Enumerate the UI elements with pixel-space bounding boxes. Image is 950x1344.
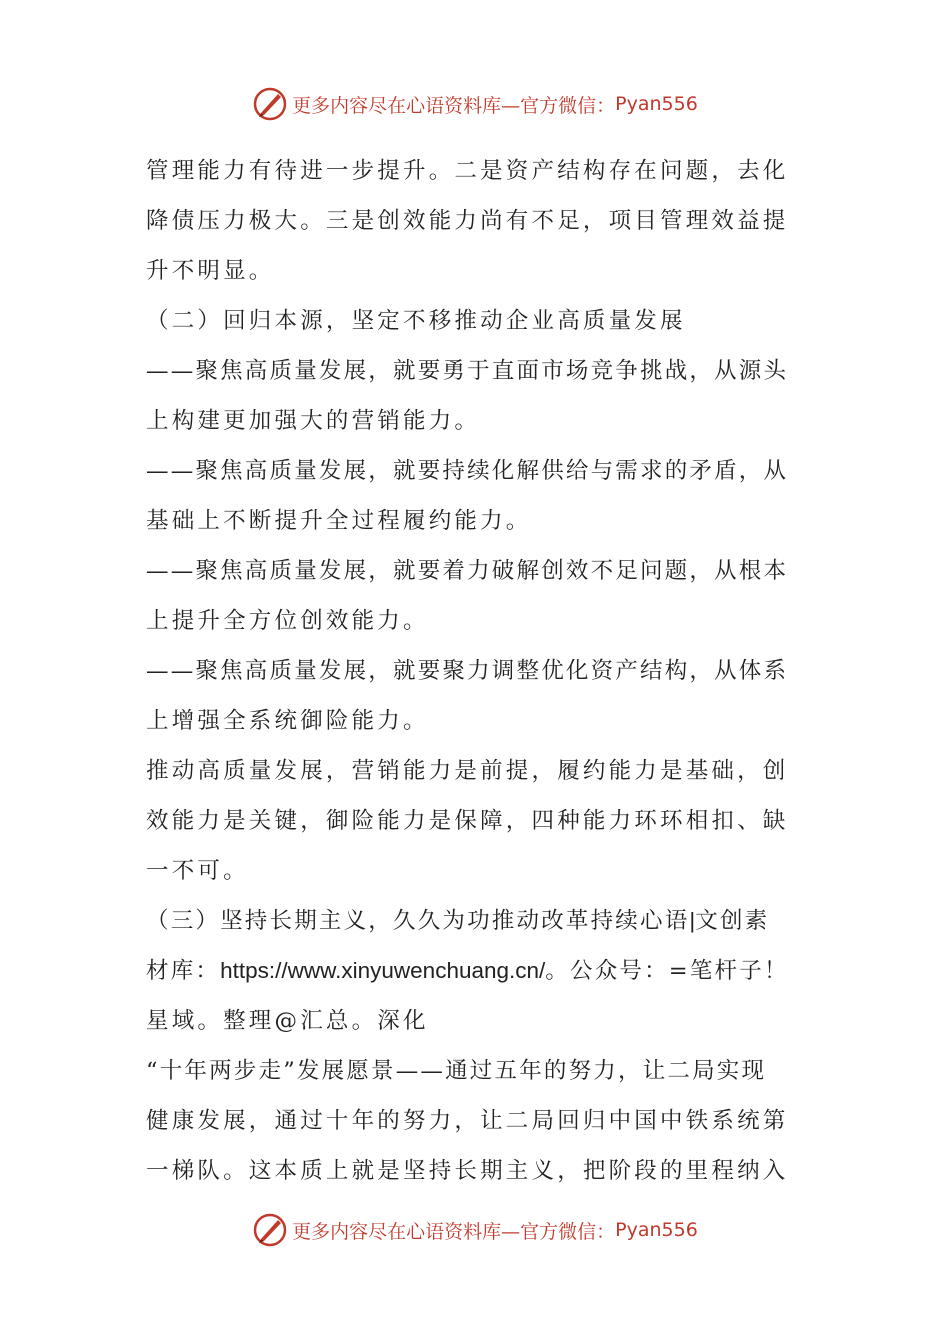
separator: | [689, 908, 696, 933]
text-line: 一梯队。这本质上就是坚持长期主义，把阶段的里程纳入 [146, 1158, 789, 1184]
text-line: ——聚焦高质量发展，就要持续化解供给与需求的矛盾，从 [146, 458, 789, 484]
pen-logo-icon [252, 86, 288, 122]
text-line: ——聚焦高质量发展，就要聚力调整优化资产结构，从体系 [146, 658, 789, 684]
text-line: 上增强全系统御险能力。 [146, 708, 429, 734]
section-heading [146, 896, 816, 946]
text-line: 上构建更加强大的营销能力。 [146, 408, 481, 434]
text-line: ——聚焦高质量发展，就要勇于直面市场竞争挑战，从源头 [146, 358, 789, 384]
banner-wechat-id: Pyan556 [615, 93, 698, 115]
text-line [146, 946, 816, 996]
banner-text: 更多内容尽在心语资料库—官方微信： [292, 94, 616, 117]
text-prefix: 材库： [146, 958, 221, 984]
banner-wechat-id: Pyan556 [615, 1219, 698, 1241]
text-line: 健康发展，通过十年的努力，让二局回归中国中铁系统第 [146, 1108, 789, 1134]
text-line: 升不明显。 [146, 258, 275, 284]
text-line: 星域。整理@汇总。深化 [146, 1008, 429, 1034]
heading-tail: 文创素 [695, 908, 770, 934]
header-banner [0, 84, 950, 124]
text-line: 一不可。 [146, 858, 249, 884]
text-suffix: 。公众号：=笔杆子！ [545, 958, 789, 984]
document-body [146, 146, 816, 1196]
text-line: 管理能力有待进一步提升。二是资产结构存在问题，去化 [146, 158, 789, 184]
footer-banner [0, 1210, 950, 1250]
section-heading: （二）回归本源，坚定不移推动企业高质量发展 [146, 308, 686, 334]
text-line: 上提升全方位创效能力。 [146, 608, 429, 634]
text-line: 基础上不断提升全过程履约能力。 [146, 508, 532, 534]
text-line: ——聚焦高质量发展，就要着力破解创效不足问题，从根本 [146, 558, 789, 584]
text-line: 降债压力极大。三是创效能力尚有不足，项目管理效益提 [146, 208, 789, 234]
website-link[interactable]: https://www.xinyuwenchuang.cn/ [220, 958, 546, 983]
text-line: “十年两步走”发展愿景——通过五年的努力，让二局实现 [146, 1058, 767, 1084]
text-line: 推动高质量发展，营销能力是前提，履约能力是基础，创 [146, 758, 789, 784]
pen-logo-icon [252, 1212, 288, 1248]
heading-text: （三）坚持长期主义，久久为功推动改革持续心语 [146, 908, 690, 934]
banner-text: 更多内容尽在心语资料库—官方微信： [292, 1220, 616, 1243]
text-line: 效能力是关键，御险能力是保障，四种能力环环相扣、缺 [146, 808, 789, 834]
